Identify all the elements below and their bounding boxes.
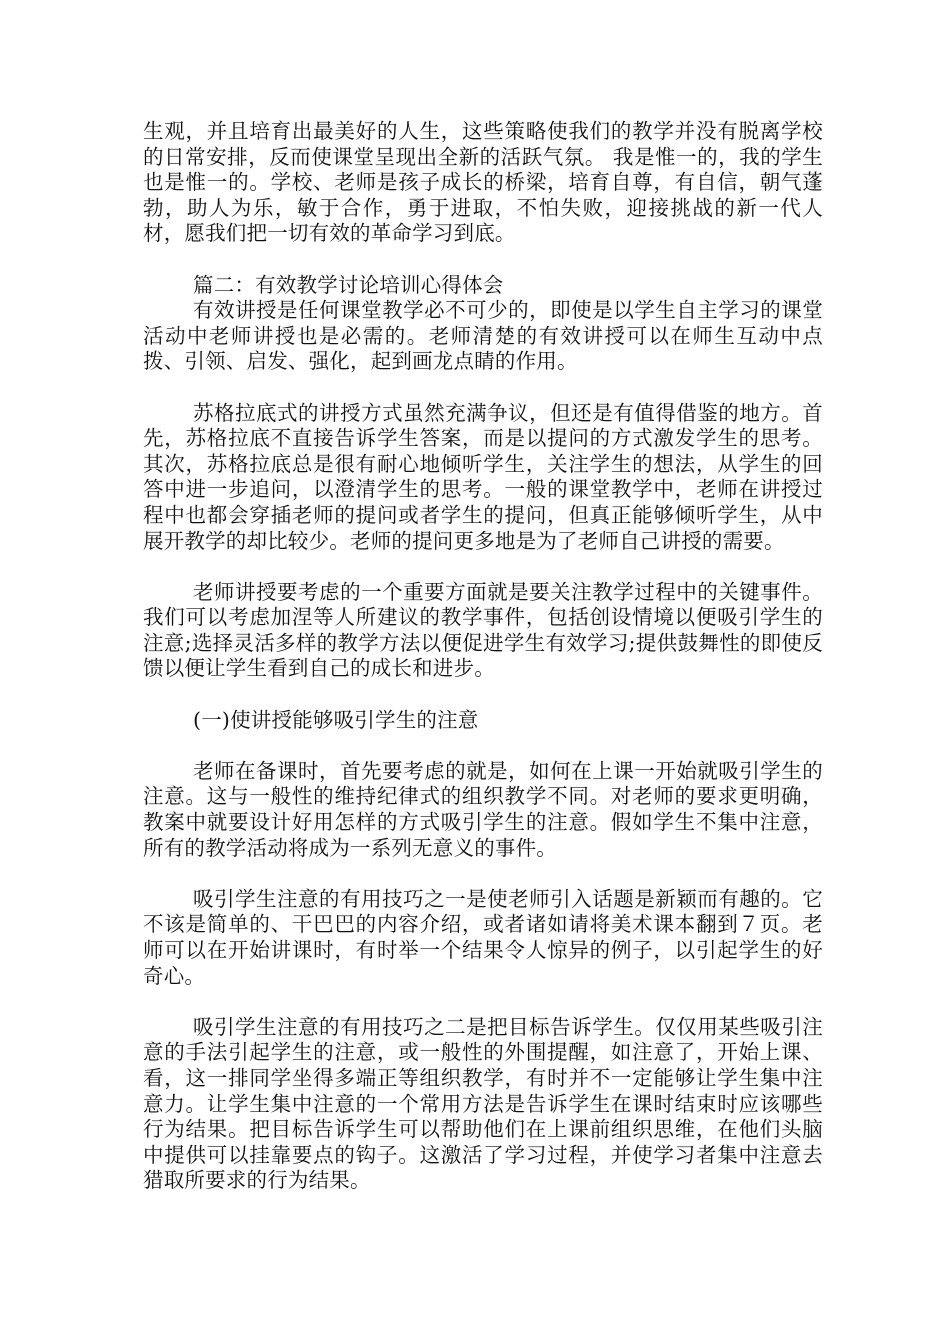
subheading-attention: (一)使讲授能够吸引学生的注意 [193,707,479,732]
paragraph-socratic: 苏格拉底式的讲授方式虽然充满争议，但还是有值得借鉴的地方。首先，苏格拉底不直接告诉学生答案，而是以提问的方式激发学生的思考。其次，苏格拉底总是很有耐心地倾听学生，关注学生的想法，从学生的回答中进一步追问，以澄清学生的思考。一般的课堂教学中，老师在讲授过程中也都会穿插老师的提问或者学生的提问，但真正能够倾听学生，从中展开教学的却比较少。老师的提问更多地是为了老师自己讲授的需要。 [143,400,823,553]
paragraph-technique-two: 吸引学生注意的有用技巧之二是把目标告诉学生。仅仅用某些吸引注意的手法引起学生的注意，或一般性的外围提醒，如注意了，开始上课、看，这一排同学坐得多端正等组织教学，有时并不一定能够让学生集中注意力。让学生集中注意的一个常用方法是告诉学生在课时结束时应该哪些行为结果。把目标告诉学生可以帮助他们在上课前组织思维，在他们头脑中提供可以挂靠要点的钩子。这激活了学习过程，并使学习者集中注意去猎取所要求的行为结果。 [143,1014,823,1193]
paragraph-technique-one: 吸引学生注意的有用技巧之一是使老师引入话题是新颖而有趣的。它不该是简单的、干巴巴的内容介绍，或者诸如请将美术课本翻到７页。老师可以在开始讲课时，有时举一个结果令人惊异的例子，以引起学生的好奇心。 [143,886,823,988]
paragraph-effective-lecture: 有效讲授是任何课堂教学必不可少的，即使是以学生自主学习的课堂活动中老师讲授也是必需的。老师清楚的有效讲授可以在师生互动中点拨、引领、启发、强化，起到画龙点睛的作用。 [143,298,823,374]
document-body [143,119,823,1220]
paragraph-key-events: 老师讲授要考虑的一个重要方面就是要关注教学过程中的关键事件。我们可以考虑加涅等人所建议的教学事件，包括创设情境以便吸引学生的注意;选择灵活多样的教学方法以便促进学生有效学习;提供鼓舞性的即使反馈以便让学生看到自己的成长和进步。 [143,579,823,681]
paragraph-lesson-prep: 老师在备课时，首先要考虑的就是，如何在上课一开始就吸引学生的注意。这与一般性的维持纪律式的组织教学不同。对老师的要求更明确，教案中就要设计好用怎样的方式吸引学生的注意。假如学生不集中注意，所有的教学活动将成为一系列无意义的事件。 [143,758,823,860]
section-heading: 篇二：有效教学讨论培训心得体会 [193,272,504,297]
paragraph-intro: 生观，并且培育出最美好的人生，这些策略使我们的教学并没有脱离学校的日常安排，反而使课堂呈现出全新的活跃气氛。 我是惟一的，我的学生也是惟一的。学校、老师是孩子成长的桥梁，培育自尊，有自信，朝气蓬勃，助人为乐，敏于合作，勇于进取，不怕失败，迎接挑战的新一代人材，愿我们把一切有效的革命学习到底。 [143,119,823,246]
